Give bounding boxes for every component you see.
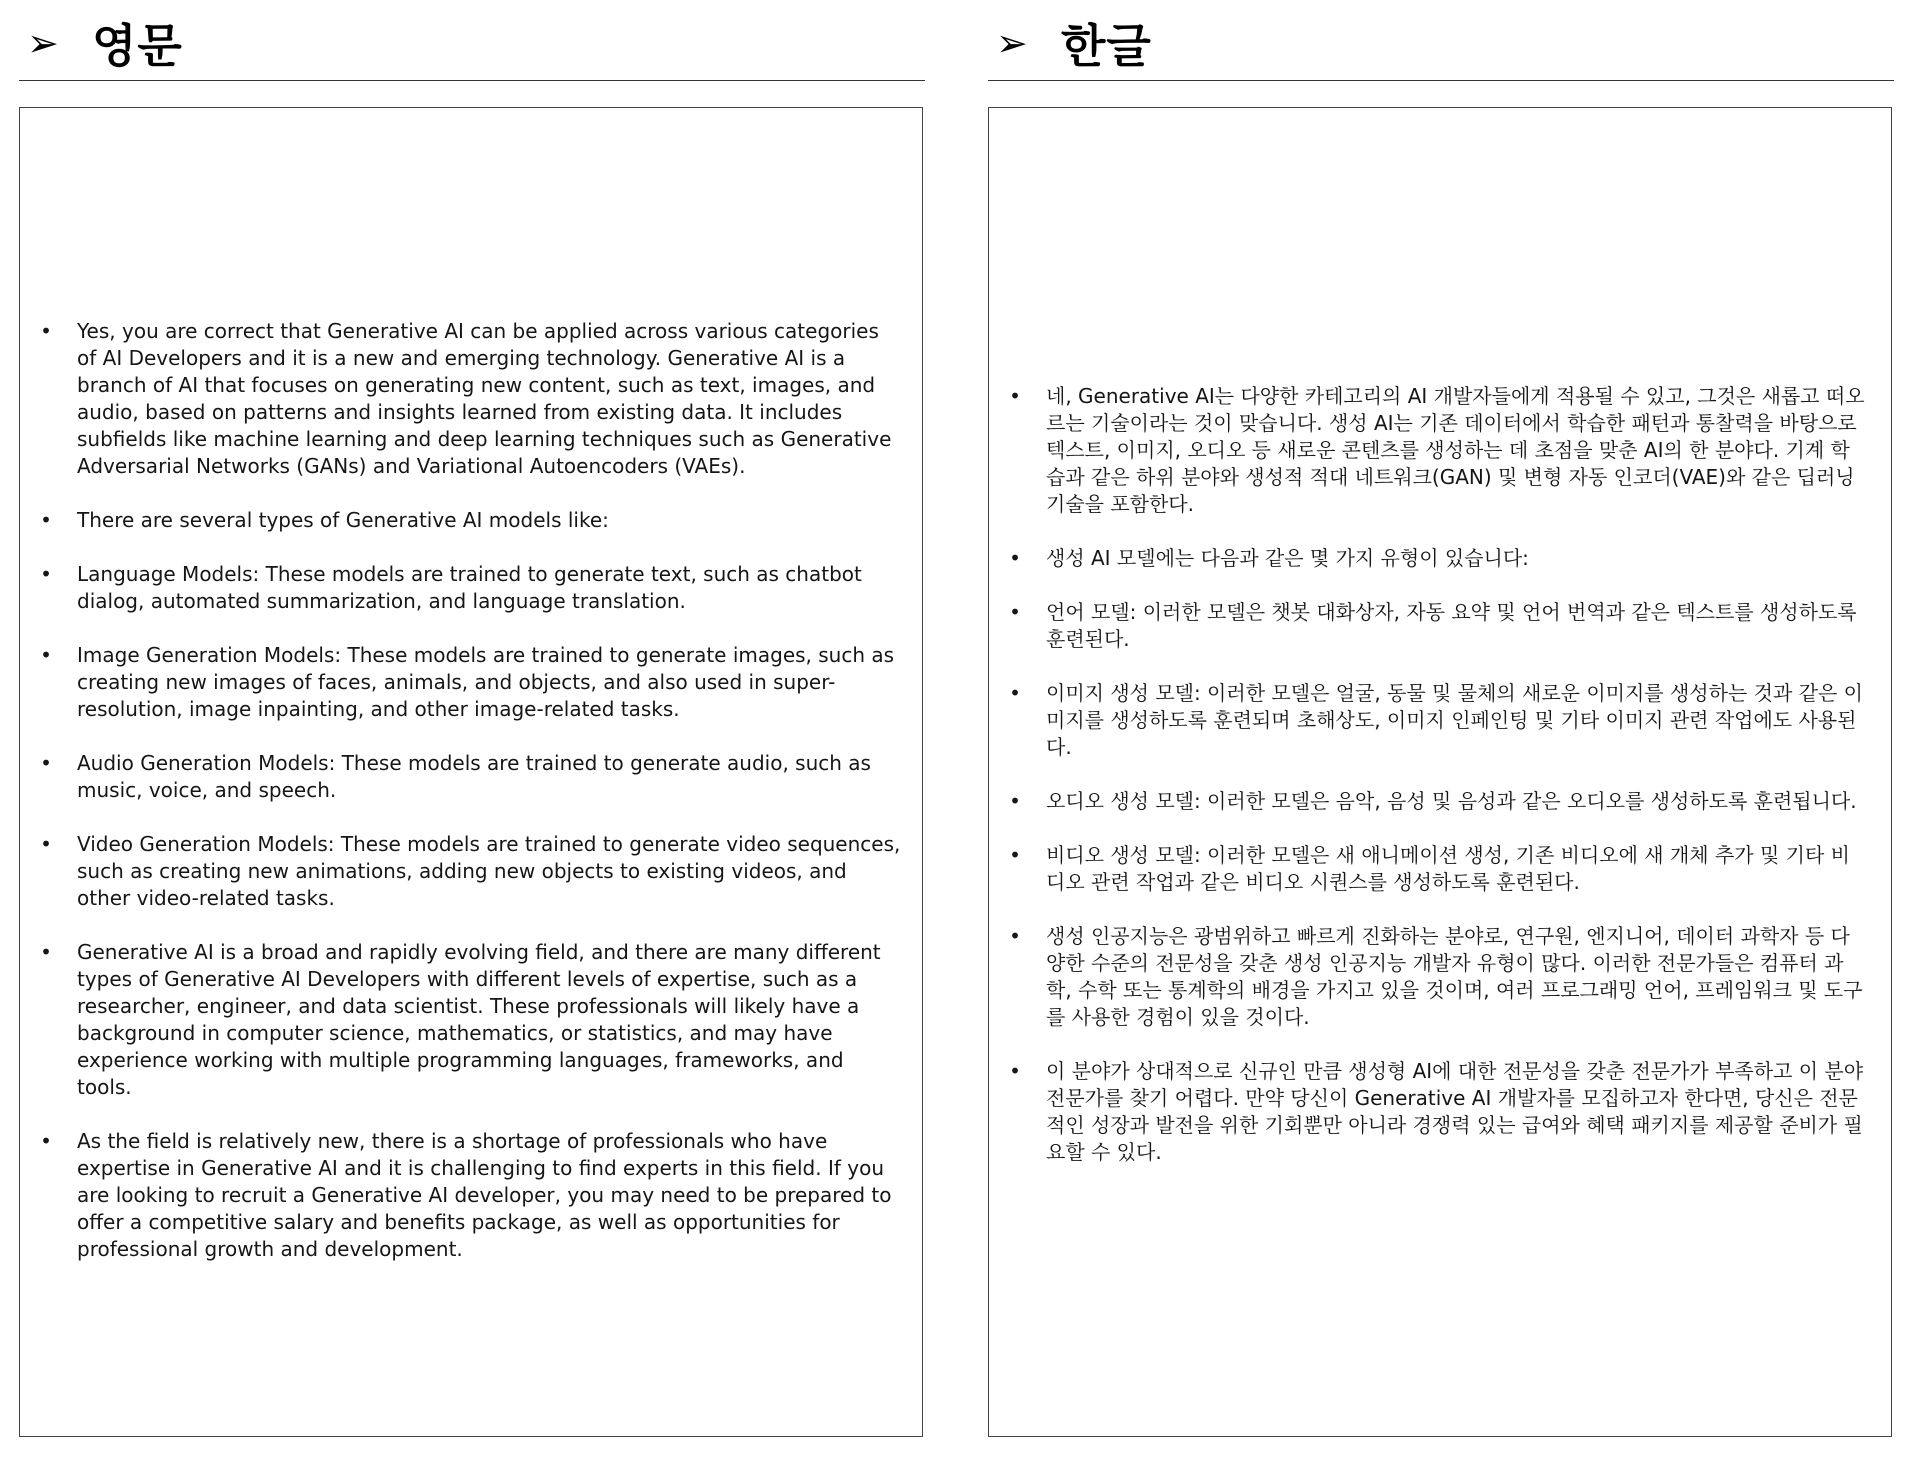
bullet-icon: • [1009,600,1021,624]
bullet-icon: • [1009,546,1021,570]
list-item: • Generative AI is a broad and rapidly evolving field, and there are many different types of Generative AI Developers with different levels of expertise, such as a researcher, engineer, and data scientist. These professionals will likely have a background in computer science, mathematics, or statistics, and may have experience working with multiple programming languages, frameworks, and tools. [20,939,922,1101]
list-item: • Video Generation Models: These models are trained to generate video sequences, such as creating new animations, adding new objects to existing videos, and other video-related tasks. [20,831,922,912]
list-item: • 생성 인공지능은 광범위하고 빠르게 진화하는 분야로, 연구원, 엔지니어, 데이터 과학자 등 다양한 수준의 전문성을 갖춘 생성 인공지능 개발자 유형이 많다. 이러한 전문가들은 컴퓨터 과학, 수학 또는 통계학의 배경을 가지고 있을 것이며, 여러 프로그래밍 언어, 프레임워크 및 도구를 사용한 경험이 있을 것이다. [989,923,1891,1031]
korean-bullet-list [989,383,1891,1193]
english-text-box [19,107,923,1437]
english-heading [19,14,183,72]
list-item: • 비디오 생성 모델: 이러한 모델은 새 애니메이션 생성, 기존 비디오에 새 개체 추가 및 기타 비디오 관련 작업과 같은 비디오 시퀀스를 생성하도록 훈련된다. [989,842,1891,896]
korean-title: 한글 [1061,19,1152,73]
arrow-bullet-icon: ➢ [27,21,59,65]
english-bullet-list [20,318,922,1290]
bullet-icon: • [40,643,52,667]
list-item: • 이 분야가 상대적으로 신규인 만큼 생성형 AI에 대한 전문성을 갖춘 전문가가 부족하고 이 분야 전문가를 찾기 어렵다. 만약 당신이 Generative AI 개발자를 모집하고자 한다면, 당신은 전문적인 성장과 발전을 위한 기회뿐만 아니라 경쟁력 있는 급여와 혜택 패키지를 제공할 준비가 필요할 수 있다. [989,1058,1891,1166]
bullet-icon: • [1009,384,1021,408]
arrow-bullet-icon: ➢ [996,21,1028,65]
korean-heading-rule [988,80,1894,81]
list-item: • 이미지 생성 모델: 이러한 모델은 얼굴, 동물 및 물체의 새로운 이미지를 생성하는 것과 같은 이미지를 생성하도록 훈련되며 초해상도, 이미지 인페인팅 및 기타 이미지 관련 작업에도 사용된다. [989,680,1891,761]
list-item: • 오디오 생성 모델: 이러한 모델은 음악, 음성 및 음성과 같은 오디오를 생성하도록 훈련됩니다. [989,788,1891,815]
korean-heading [988,14,1152,72]
bullet-icon: • [40,562,52,586]
english-title: 영문 [92,19,183,73]
korean-text-box [988,107,1892,1437]
english-heading-rule [19,80,925,81]
list-item: • As the field is relatively new, there is a shortage of professionals who have expertise in Generative AI and it is challenging to find experts in this field. If you are looking to recruit a Generative AI developer, you may need to be prepared to offer a competitive salary and benefits package, as well as opportunities for professional growth and development. [20,1128,922,1263]
bullet-icon: • [1009,1059,1021,1083]
list-item: • Language Models: These models are trained to generate text, such as chatbot dialog, automated summarization, and language translation. [20,561,922,615]
bullet-icon: • [40,832,52,856]
list-item: • 생성 AI 모델에는 다음과 같은 몇 가지 유형이 있습니다: [989,545,1891,572]
list-item: • Audio Generation Models: These models are trained to generate audio, such as music, voice, and speech. [20,750,922,804]
list-item: • 네, Generative AI는 다양한 카테고리의 AI 개발자들에게 적용될 수 있고, 그것은 새롭고 떠오르는 기술이라는 것이 맞습니다. 생성 AI는 기존 데이터에서 학습한 패턴과 통찰력을 바탕으로 텍스트, 이미지, 오디오 등 새로운 콘텐츠를 생성하는 데 초점을 맞춘 AI의 한 분야다. 기계 학습과 같은 하위 분야와 생성적 적대 네트워크(GAN) 및 변형 자동 인코더(VAE)와 같은 딥러닝 기술을 포함한다. [989,383,1891,518]
bullet-icon: • [1009,843,1021,867]
bullet-icon: • [1009,924,1021,948]
bullet-icon: • [1009,681,1021,705]
list-item: • Yes, you are correct that Generative AI can be applied across various categories of AI Developers and it is a new and emerging technology. Generative AI is a branch of AI that focuses on generating new content, such as text, images, and audio, based on patterns and insights learned from existing data. It includes subfields like machine learning and deep learning techniques such as Generative Adversarial Networks (GANs) and Variational Autoencoders (VAEs). [20,318,922,480]
bullet-icon: • [40,1129,52,1153]
list-item: • 언어 모델: 이러한 모델은 챗봇 대화상자, 자동 요약 및 언어 번역과 같은 텍스트를 생성하도록 훈련된다. [989,599,1891,653]
bullet-icon: • [1009,789,1021,813]
bullet-icon: • [40,751,52,775]
bullet-icon: • [40,940,52,964]
list-item: • Image Generation Models: These models are trained to generate images, such as creating new images of faces, animals, and objects, and also used in super-resolution, image inpainting, and other image-related tasks. [20,642,922,723]
bullet-icon: • [40,508,52,532]
bullet-icon: • [40,319,52,343]
list-item: • There are several types of Generative AI models like: [20,507,922,534]
